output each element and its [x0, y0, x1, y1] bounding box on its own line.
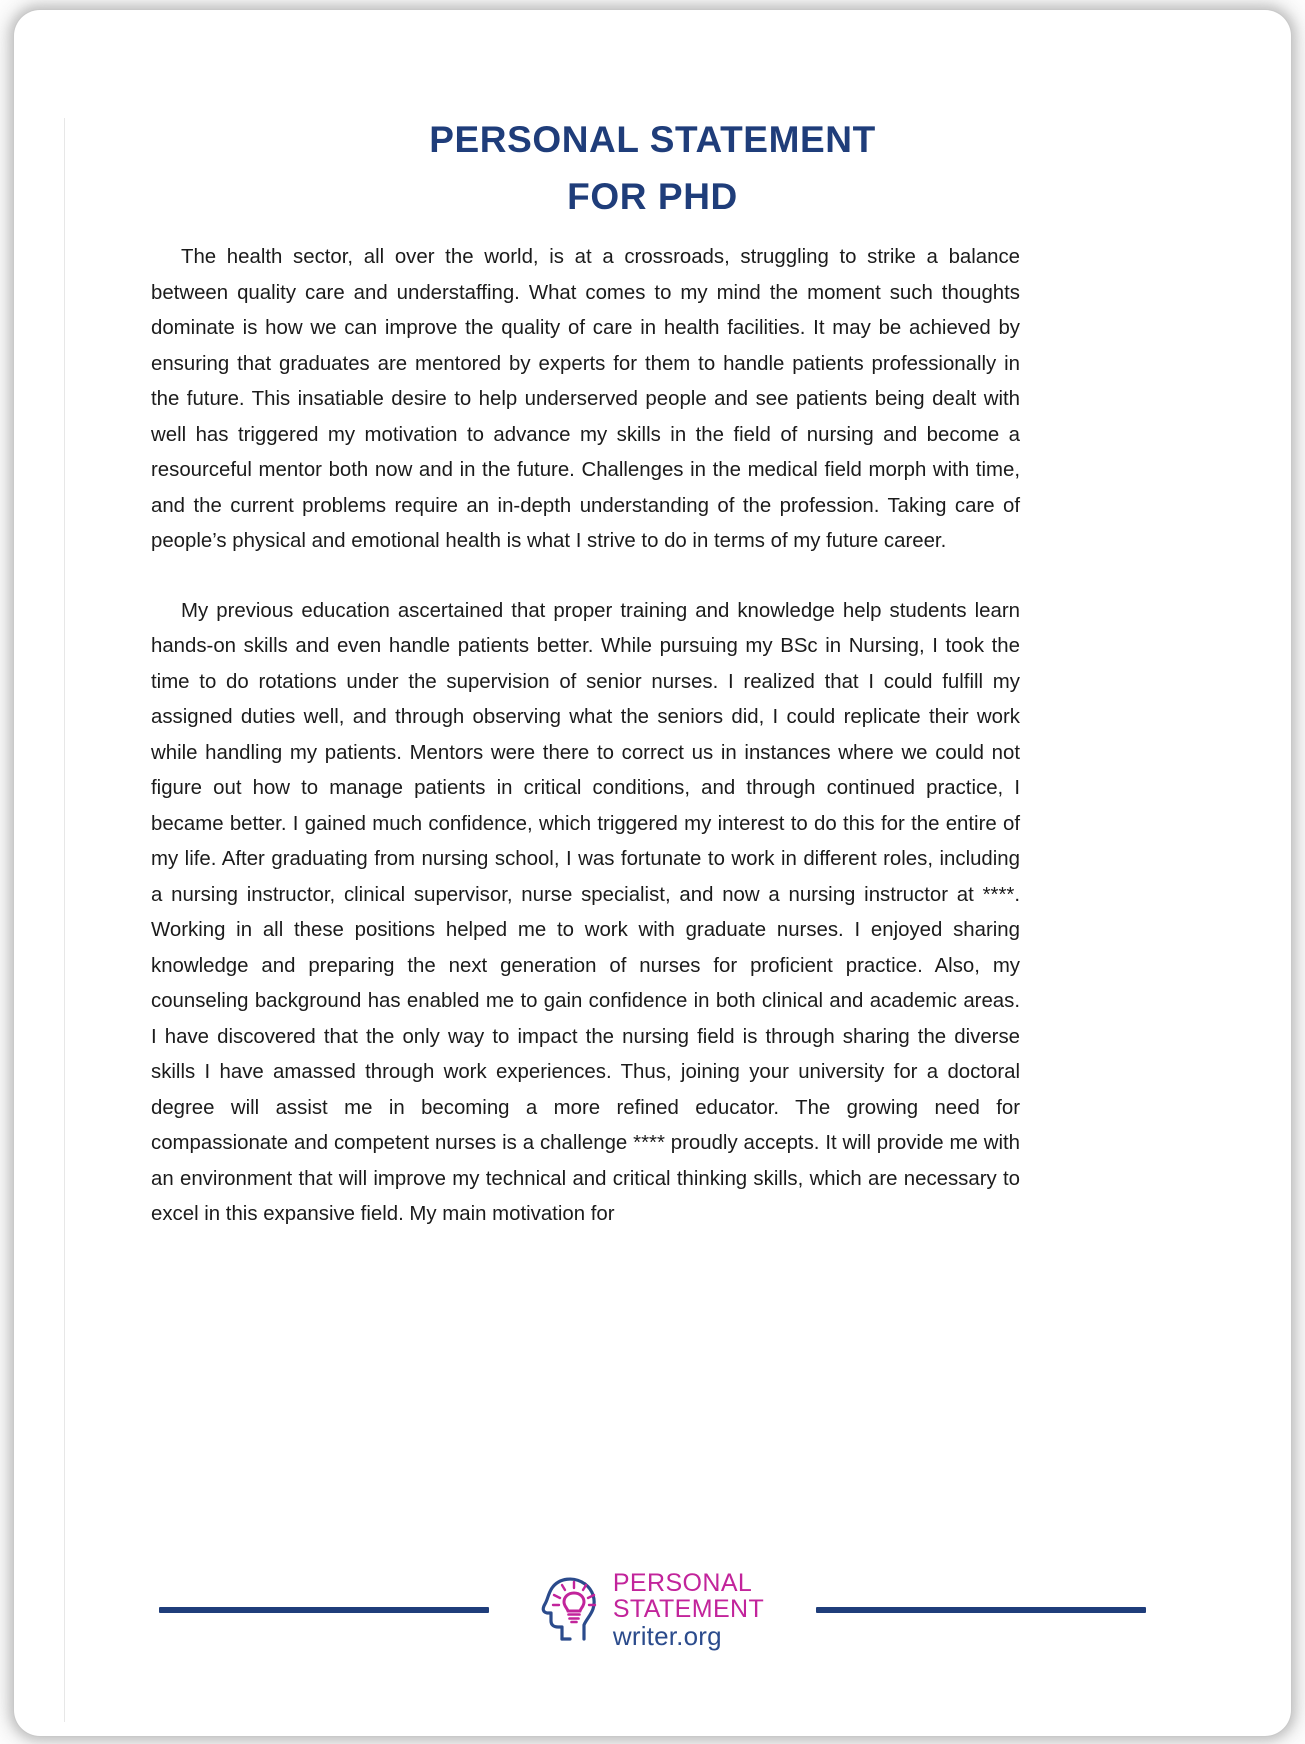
- page-title-line-1: PERSONAL STATEMENT: [429, 118, 876, 160]
- footer-rule-left: [159, 1607, 489, 1613]
- page-title: [28, 111, 1277, 226]
- document-sheet: [28, 22, 1277, 1722]
- footer-rule-right: [816, 1607, 1146, 1613]
- brand-logo-line-1: PERSONAL: [612, 1568, 753, 1597]
- brand-logo-text: [613, 1570, 764, 1651]
- brand-logo: [541, 1570, 764, 1651]
- brand-logo-line-3: writer.org: [612, 1620, 722, 1651]
- page-footer: [28, 1562, 1277, 1658]
- page-inner-edge: [64, 118, 65, 1722]
- document-body: [151, 240, 1020, 1233]
- page-title-line-2: FOR PHD: [567, 176, 738, 218]
- paragraph-1: The health sector, all over the world, is at a crossroads, struggling to strike a balance between quality care and understaffing. What comes to my mind the moment such thoughts dominate is how we can improve the quality of care in health facilities. It may be achieved by ensuring that graduates are mentored by experts for them to handle patients professionally in the future. This insatiable desire to help underserved people and see patients being dealt with well has triggered my motivation to advance my skills in the field of nursing and become a resourceful mentor both now and in the future. Challenges in the medical field morph with time, and the current problems require an in-depth understanding of the profession. Taking care of people’s physical and emotional health is what I strive to do in terms of my future career.: [151, 246, 1020, 552]
- paragraph-2: My previous education ascertained that proper training and knowledge help students learn hands-on skills and even handle patients better. While pursuing my BSc in Nursing, I took the time to do rotations under the supervision of senior nurses. I realized that I could fulfill my assigned duties well, and through observing what the seniors did, I could replicate their work while handling my patients. Mentors were there to correct us in instances where we could not figure out how to manage patients in critical conditions, and through continued practice, I became better. I gained much confidence, which triggered my interest to do this for the entire of my life. After graduating from nursing school, I was fortunate to work in different roles, including a nursing instructor, clinical supervisor, nurse specialist, and now a nursing instructor at ****. Working in all these positions helped me to work with graduate nurses. I enjoyed sharing knowledge and preparing the next generation of nurses for proficient practice. Also, my counseling background has enabled me to gain confidence in both clinical and academic areas. I have discovered that the only way to impact the nursing field is through sharing the diverse skills I have amassed through work experiences. Thus, joining your university for a doctoral degree will assist me in becoming a more refined educator. The growing need for compassionate and competent nurses is a challenge **** proudly accepts. It will provide me with an environment that will improve my technical and critical thinking skills, which are necessary to excel in this expansive field. My main motivation for: [151, 599, 1020, 1225]
- head-lightbulb-icon: [541, 1577, 603, 1643]
- brand-logo-line-2: STATEMENT: [612, 1595, 765, 1624]
